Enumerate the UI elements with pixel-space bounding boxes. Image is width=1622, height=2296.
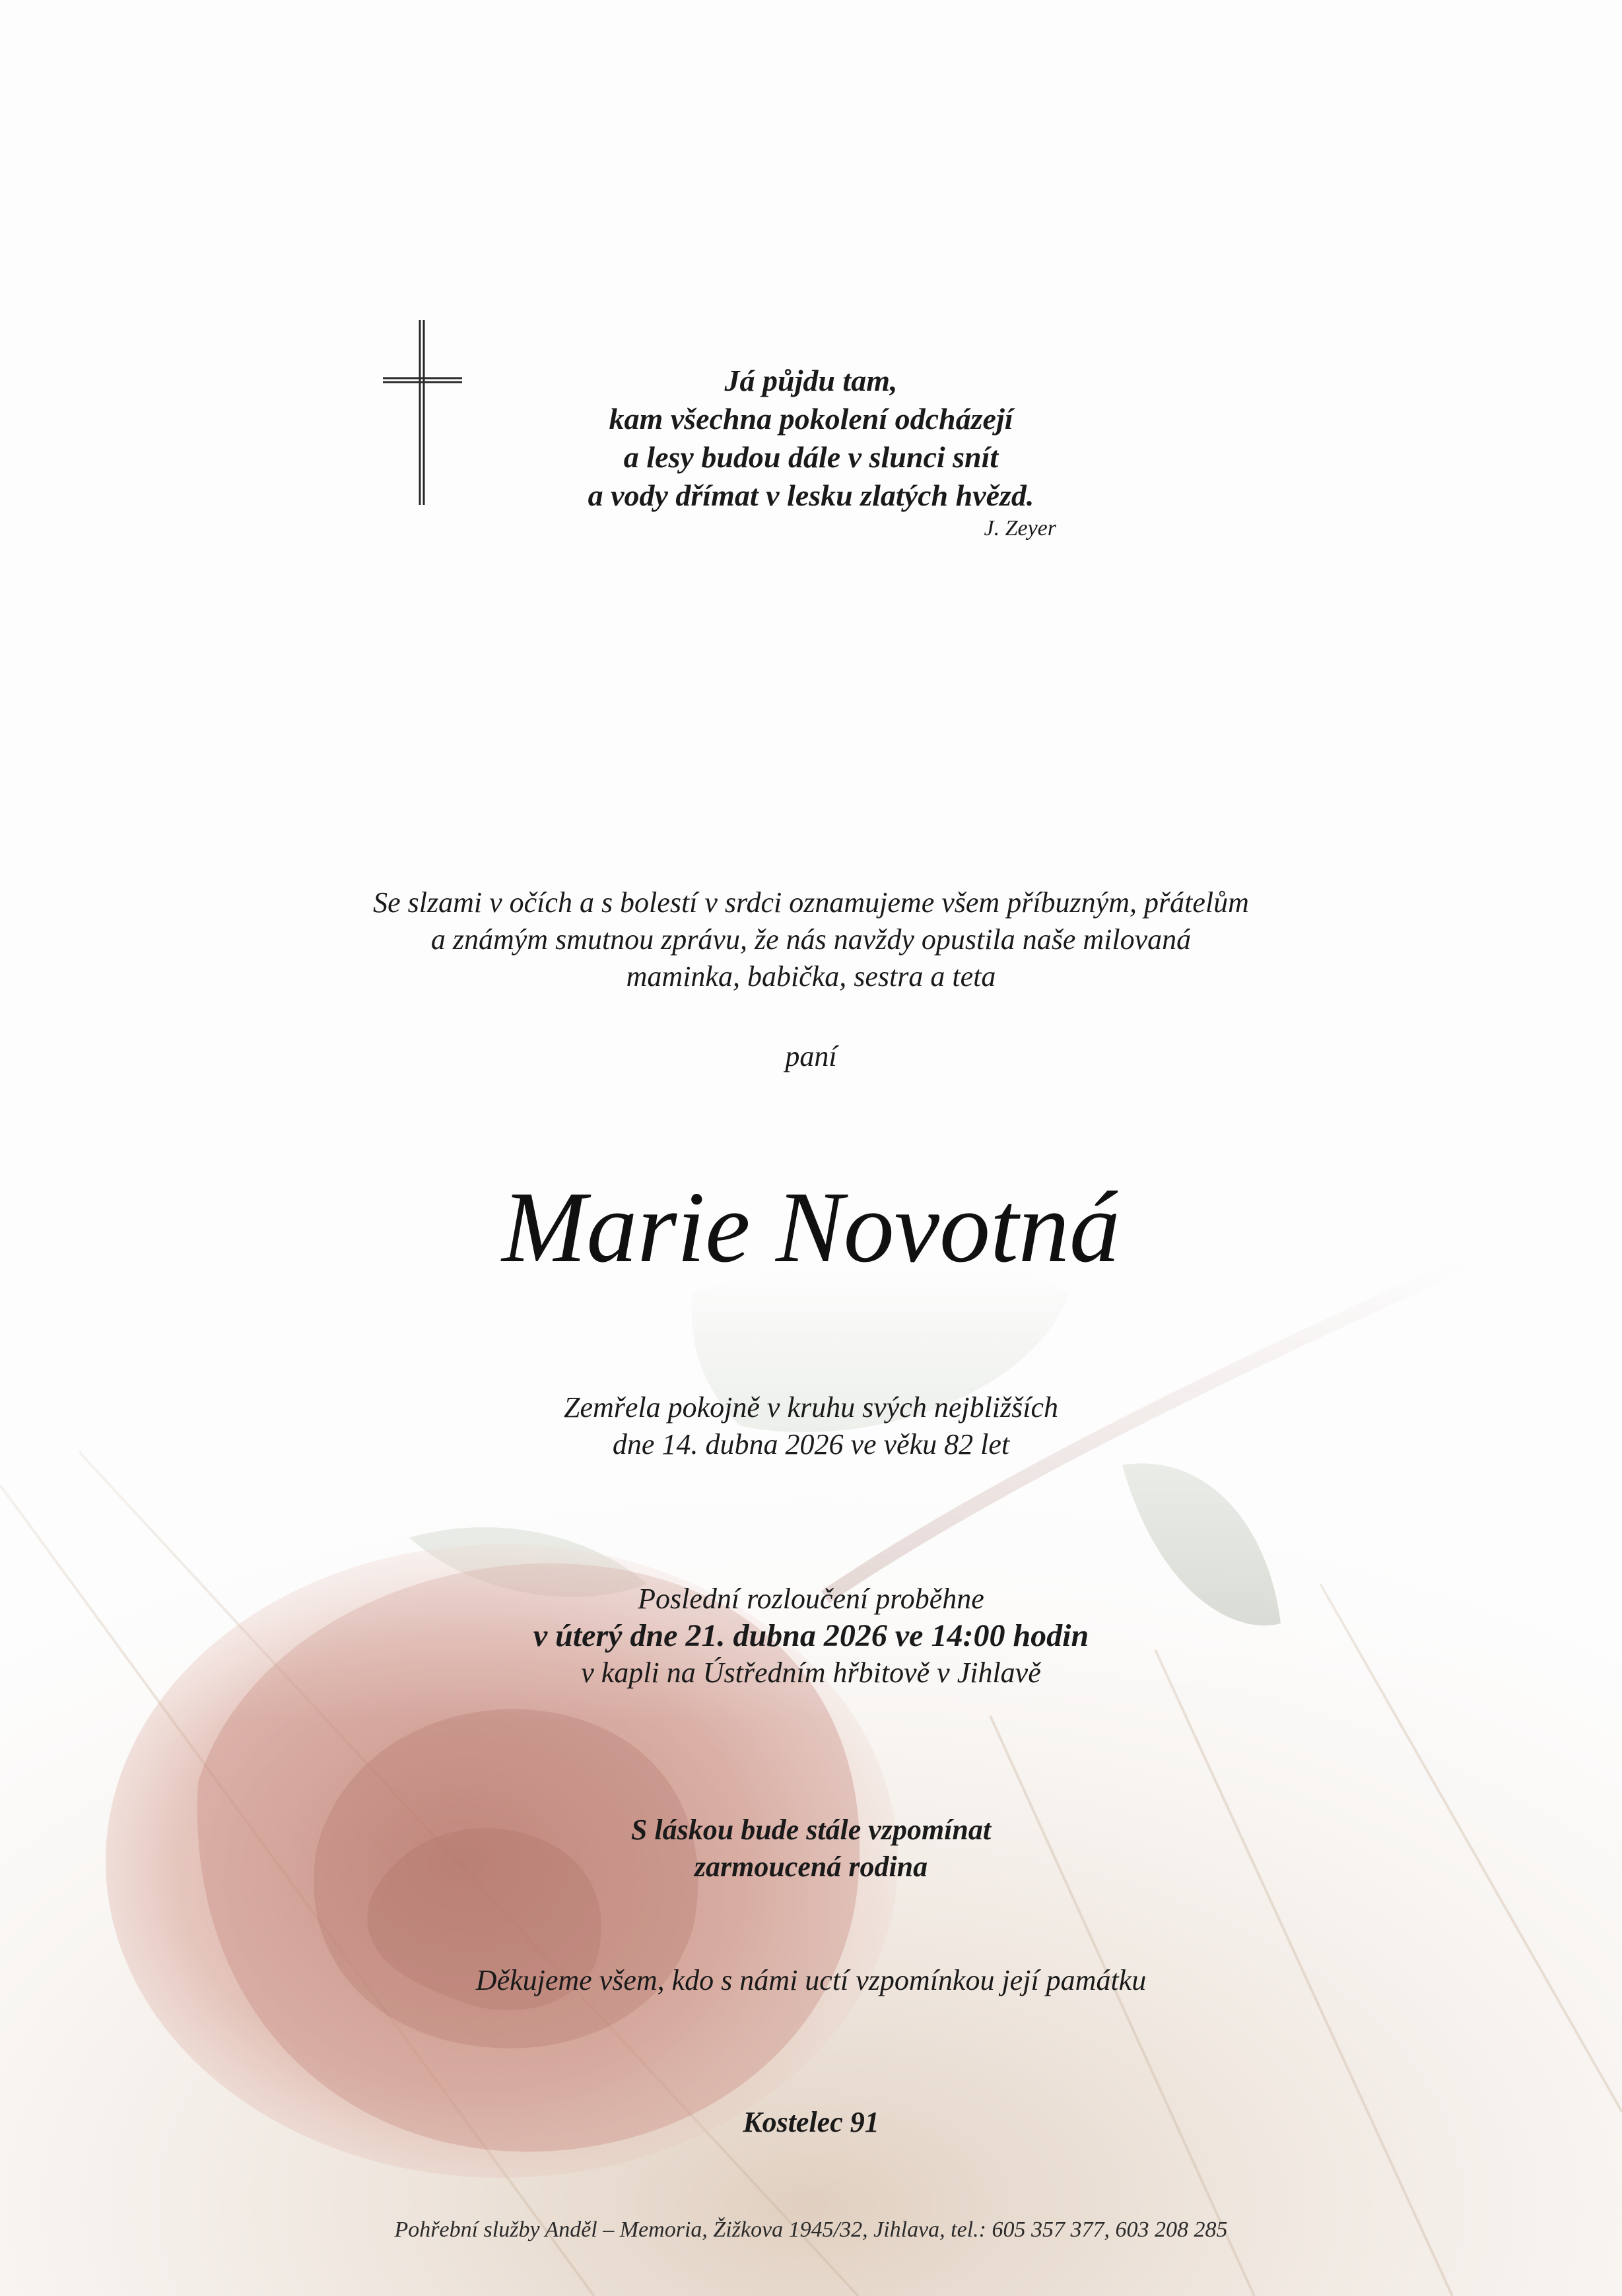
funeral-service-footer: Pohřební služby Anděl – Memoria, Žižkova 1945/32, Jihlava, tel.: 605 357 377, 603 208 285: [394, 2217, 1228, 2242]
announcement-line: Se slzami v očích a s bolestí v srdci oznamujeme všem příbuzným, přátelům: [373, 886, 1249, 919]
announcement-line: maminka, babička, sestra a teta: [626, 960, 996, 993]
honorific: paní: [785, 1040, 837, 1072]
poem-line: a vody dřímat v lesku zlatých hvězd.: [588, 478, 1034, 512]
remembrance: [0, 1812, 1622, 1886]
poem-line: kam všechna pokolení odcházejí: [609, 402, 1013, 436]
remembrance-line: zarmoucená rodina: [694, 1851, 928, 1883]
poem-author: J. Zeyer: [984, 516, 1056, 541]
thanks-note: Děkujeme všem, kdo s námi uctí vzpomínkou její památku: [475, 1964, 1147, 1996]
poem: [0, 362, 1622, 515]
farewell-datetime: v úterý dne 21. dubna 2026 ve 14:00 hodin: [533, 1618, 1089, 1653]
farewell-place: v kapli na Ústředním hřbitově v Jihlavě: [581, 1656, 1041, 1689]
death-info-line: dne 14. dubna 2026 ve věku 82 let: [612, 1428, 1010, 1460]
address: Kostelec 91: [743, 2106, 879, 2138]
poem-line: Já půjdu tam,: [724, 364, 898, 397]
death-info: [0, 1389, 1622, 1463]
announcement-line: a známým smutnou zprávu, že nás navždy opustila naše milovaná: [430, 923, 1192, 956]
death-info-line: Zemřela pokojně v kruhu svých nejbližších: [563, 1391, 1059, 1424]
poem-line: a lesy budou dále v slunci snít: [623, 440, 999, 474]
deceased-name: Marie Novotná: [502, 1171, 1120, 1284]
announcement: [0, 884, 1622, 995]
remembrance-line: S láskou bude stále vzpomínat: [630, 1814, 992, 1846]
farewell-intro: Poslední rozloučení proběhne: [638, 1583, 984, 1615]
farewell-info: [0, 1581, 1622, 1691]
